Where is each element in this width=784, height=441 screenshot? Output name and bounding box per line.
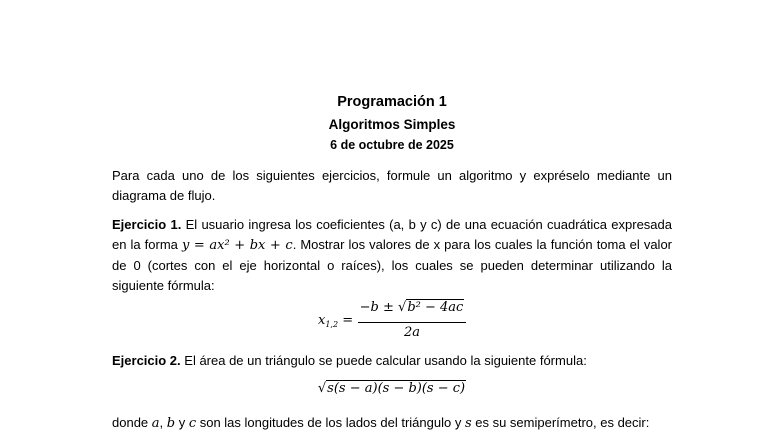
quadratic-num-prefix: −b ± <box>359 300 399 315</box>
exercise-2-paragraph <box>112 351 672 371</box>
exercise-1-text-a: El usuario ingresa los coeficientes (a, b y c) de una ecuación cuadrática expresada en la forma <box>112 217 672 252</box>
quadratic-radicand: b² − 4ac <box>407 300 464 315</box>
quadratic-lhs <box>318 313 353 329</box>
exercise-1-text-b: . Mostrar los valores de x para los cuales la función toma el valor de 0 (cortes con el eje horizontal o raíces), los cuales se pueden determinar utilizando la siguiente fórmula: <box>112 237 672 293</box>
intro-paragraph: Para cada uno de los siguientes ejercicios, formule un algoritmo y expréselo mediante un diagrama de flujo. <box>112 168 672 203</box>
donde-paragraph <box>112 413 672 434</box>
donde-t5: es su semiperímetro, es decir: <box>471 415 650 430</box>
donde-t4: son las longitudes de los lados del triángulo y <box>196 415 465 430</box>
heron-formula <box>0 380 784 396</box>
document-date: 6 de octubre de 2025 <box>330 138 454 152</box>
exercise-1-paragraph <box>112 215 672 296</box>
quadratic-lhs-sub: 1,2 <box>325 320 339 329</box>
exercise-2-label: Ejercicio 2. <box>112 353 181 368</box>
donde-t2: , <box>159 415 167 430</box>
quadratic-numerator <box>358 300 466 315</box>
fraction-bar <box>358 322 466 323</box>
sqrt-icon: √ <box>317 381 327 396</box>
exercise-1-inline-formula: y = ax² + bx + c <box>181 238 293 253</box>
donde-t3: y <box>175 415 189 430</box>
quadratic-denominator: 2a <box>403 325 421 340</box>
quadratic-formula <box>318 300 468 344</box>
donde-var-c: c <box>188 416 197 431</box>
exercise-2-text: El área de un triángulo se puede calcular usando la siguiente fórmula: <box>180 353 587 368</box>
heron-radicand: s(s − a)(s − b)(s − c) <box>327 381 466 396</box>
quadratic-lhs-var: x <box>318 313 326 328</box>
donde-t1: donde <box>112 415 152 430</box>
donde-var-s: s <box>464 416 472 431</box>
exercise-1-label: Ejercicio 1. <box>112 217 182 232</box>
donde-var-a: a <box>151 416 160 431</box>
quadratic-equals: = <box>338 313 354 328</box>
sqrt-icon: √ <box>398 300 407 315</box>
course-title: Programación 1 <box>337 94 447 110</box>
donde-var-b: b <box>166 416 176 431</box>
topic-title: Algoritmos Simples <box>328 117 456 132</box>
